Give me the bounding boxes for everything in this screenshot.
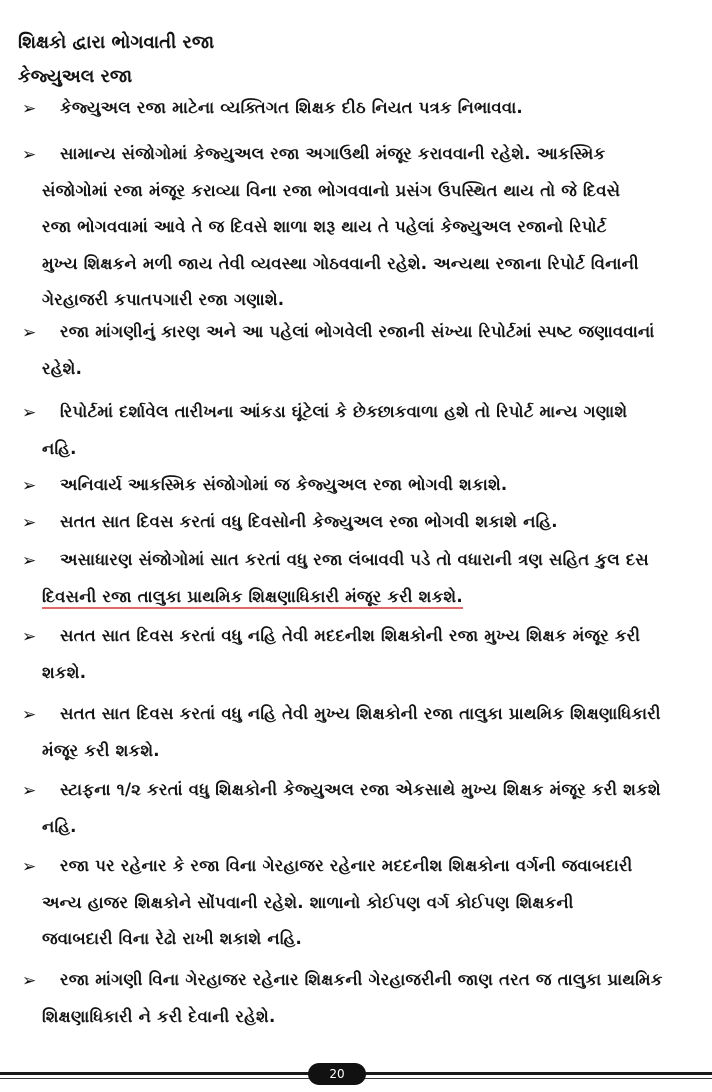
list-item-line: જવાબદારી વિના રેઢો રાખી શકાશે નહિ. bbox=[42, 929, 303, 948]
highlighted-line: દિવસની રજા તાલુકા પ્રાથમિક શિક્ષણાધિકારી મંજૂર કરી શકશે. bbox=[42, 589, 463, 610]
list-item-line: શિક્ષણાધિકારી ને કરી દેવાની રહેશે. bbox=[42, 1006, 276, 1026]
list-item-line: રહેશે. bbox=[42, 358, 83, 378]
list-item-line: અસાધારણ સંજોગોમાં સાત કરતાં વધુ રજા લંબાવવી પડે તો વધારાની ત્રણ સહિત કુલ દસ bbox=[60, 550, 649, 569]
section-title: શિક્ષકો દ્વારા ભોગવાતી રજા bbox=[18, 32, 215, 53]
list-item bbox=[14, 324, 694, 397]
list-item bbox=[14, 858, 694, 968]
list-item bbox=[14, 972, 694, 1045]
arrow-bullet-icon: ➢ bbox=[22, 551, 37, 571]
list-item-line: સતત સાત દિવસ કરતાં વધુ નહિ તેવી મદદનીશ શિક્ષકોની રજા મુખ્ય શિક્ષક મંજૂર કરી bbox=[60, 626, 641, 645]
list-item-line: રિપોર્ટમાં દર્શાવેલ તારીખના આંકડા ઘૂંટેલાં કે છેકછાકવાળા હશે તો રિપોર્ટ માન્ય ગણાશે bbox=[60, 402, 628, 421]
list-item bbox=[14, 706, 694, 779]
arrow-bullet-icon: ➢ bbox=[22, 971, 37, 991]
list-item-line: અનિવાર્ય આકસ્મિક સંજોગોમાં જ કેજ્યુઅલ રજા ભોગવી શકાશે. bbox=[60, 475, 508, 494]
arrow-bullet-icon: ➢ bbox=[22, 705, 37, 725]
arrow-bullet-icon: ➢ bbox=[22, 627, 37, 647]
list-item-line: ગેરહાજરી કપાતપગારી રજા ગણાશે. bbox=[42, 290, 285, 309]
list-item bbox=[14, 146, 694, 329]
arrow-bullet-icon: ➢ bbox=[22, 857, 37, 877]
list-item-line: સતત સાત દિવસ કરતાં વધુ દિવસોની કેજ્યુઅલ રજા ભોગવી શકાશે નહિ. bbox=[60, 512, 558, 531]
arrow-bullet-icon: ➢ bbox=[22, 476, 37, 496]
arrow-bullet-icon: ➢ bbox=[22, 323, 37, 343]
list-item-line: મંજૂર કરી શકશે. bbox=[42, 740, 160, 760]
list-item-line: કેજ્યુઅલ રજા માટેના વ્યક્તિગત શિક્ષક દીઠ નિયત પત્રક નિભાવવા. bbox=[60, 98, 523, 117]
list-item-line: મુખ્ય શિક્ષકને મળી જાય તેવી વ્યવસ્થા ગોઠવવાની રહેશે. અન્યથા રજાના રિપોર્ટ વિનાની bbox=[42, 253, 639, 273]
arrow-bullet-icon: ➢ bbox=[22, 403, 37, 423]
list-item-line: નહિ. bbox=[42, 438, 77, 458]
list-item-line: શકશે. bbox=[42, 662, 87, 682]
list-item-line: નહિ. bbox=[42, 816, 77, 836]
list-item bbox=[14, 100, 694, 137]
list-item bbox=[14, 514, 694, 551]
list-item-line: સતત સાત દિવસ કરતાં વધુ નહિ તેવી મુખ્ય શિક્ષકોની રજા તાલુકા પ્રાથમિક શિક્ષણાધિકારી bbox=[60, 704, 661, 723]
list-item-line: રજા પર રહેનાર કે રજા વિના ગેરહાજર રહેનાર મદદનીશ શિક્ષકોના વર્ગની જવાબદારી bbox=[60, 856, 633, 875]
arrow-bullet-icon: ➢ bbox=[22, 513, 37, 533]
list-item-line: સ્ટાફના ૧/૨ કરતાં વધુ શિક્ષકોની કેજ્યુઅલ રજા એકસાથે મુખ્ય શિક્ષક મંજૂર કરી શકશે bbox=[60, 780, 661, 799]
list-item bbox=[14, 782, 694, 855]
arrow-bullet-icon: ➢ bbox=[22, 99, 37, 119]
list-item-line: રજા માંગણીનું કારણ અને આ પહેલાં ભોગવેલી રજાની સંખ્યા રિપોર્ટમાં સ્પષ્ટ જણાવવાનાં bbox=[60, 322, 655, 341]
arrow-bullet-icon: ➢ bbox=[22, 781, 37, 801]
list-item bbox=[14, 628, 694, 701]
list-item bbox=[14, 552, 694, 625]
list-item-line: રજા ભોગવવામાં આવે તે જ દિવસે શાળા શરૂ થાય તે પહેલાં કેજ્યુઅલ રજાનો રિપોર્ટ bbox=[42, 217, 607, 236]
list-item bbox=[14, 404, 694, 477]
arrow-bullet-icon: ➢ bbox=[22, 145, 37, 165]
list-item-line: રજા માંગણી વિના ગેરહાજર રહેનાર શિક્ષકની ગેરહાજરીની જાણ તરત જ તાલુકા પ્રાથમિક bbox=[60, 970, 663, 989]
list-item-line: અન્ય હાજર શિક્ષકોને સોંપવાની રહેશે. શાળાનો કોઈપણ વર્ગ કોઈપણ શિક્ષકની bbox=[42, 892, 574, 912]
list-item bbox=[14, 477, 694, 514]
section-subtitle: કેજ્યુઅલ રજા bbox=[18, 66, 133, 87]
list-item-line: સંજોગોમાં રજા મંજૂર કરાવ્યા વિના રજા ભોગવવાનો પ્રસંગ ઉપસ્થિત થાય તો જે દિવસે bbox=[42, 180, 621, 200]
page-number: 20 bbox=[308, 1063, 366, 1085]
list-item-line: સામાન્ય સંજોગોમાં કેજ્યુઅલ રજા અગાઉથી મંજૂર કરાવવાની રહેશે. આકસ્મિક bbox=[60, 144, 606, 163]
